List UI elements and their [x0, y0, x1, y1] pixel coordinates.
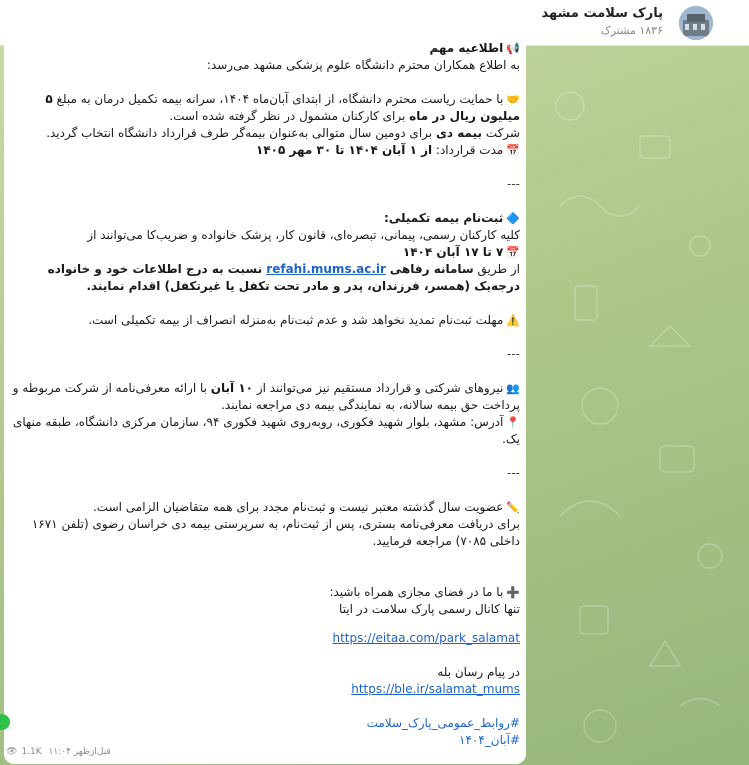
intro-text: به اطلاع همکاران محترم دانشگاه علوم پزشکی مشهد می‌رسد: [206, 58, 520, 72]
separator-3: --- [507, 466, 520, 480]
official-channel: تنها کانال رسمی پارک سلامت در ایتا [339, 602, 520, 616]
plus-icon: ➕ [506, 586, 520, 599]
hashtag-public-relations[interactable]: #روابط_عمومی_پارک_سلامت [366, 716, 520, 730]
membership-note: ✏️عضویت سال گذشته معتبر نیست و ثبت‌نام مجدد برای همه متقاضیان الزامی است. [92, 500, 520, 514]
hashtag-aban[interactable]: #آبان_۱۴۰۴ [459, 733, 520, 747]
registration-eligible: کلیه کارکنان رسمی، پیمانی، تبصره‌ای، قانون کار، پزشک خانواده و ضریب‌کا می‌توانند از [87, 228, 520, 242]
announcement-title-line: 📢اطلاعیه مهم [429, 41, 520, 55]
pencil-icon: ✏️ [506, 501, 520, 514]
paragraph-coverage: 🤝با حمایت ریاست محترم دانشگاه، از ابتدای آبان‌ماه ۱۴۰۴، سرانه بیمه تکمیل درمان به مبلغ ۵ میلیون ریال در ماه برای کارکنان مشمول در نظر گرفته شده است. [45, 92, 520, 123]
message-time: ۱۱:۰۴ قبل‌ازظهر [48, 747, 111, 757]
warning-icon: ⚠️ [506, 314, 520, 327]
follow-us: ➕با ما در فضای مجازی همراه باشید: [329, 585, 520, 599]
registration-title: 🔷ثبت‌نام بیمه تکمیلی: [384, 211, 520, 225]
registration-method: از طریق سامانه رفاهی refahi.mums.ac.ir نسبت به درج اطلاعات خود و خانواده درجه‌یک (همسر، فرزندان، پدر و مادر تحت تکفل یا غیرتکفل) اقدام نمایند. [47, 262, 520, 293]
megaphone-icon: 📢 [506, 42, 520, 55]
separator-1: --- [507, 177, 520, 191]
address: 📍آدرس: مشهد، بلوار شهید فکوری، روبه‌روی شهید فکوری ۹۴، سازمان مرکزی دانشگاه، طبقه منهای یک. [12, 415, 520, 446]
message-bubble[interactable] [4, 40, 526, 764]
refahi-link[interactable]: refahi.mums.ac.ir [266, 262, 386, 276]
hospital-letter-note: برای دریافت معرفی‌نامه بستری، پس از ثبت‌نام، به سرپرستی بیمه دی خراسان رضوی (تلفن ۱۶۷۱ داخلی ۷۰۸۵) مراجعه فرمایید. [31, 517, 520, 548]
diamond-icon: 🔷 [506, 212, 520, 225]
calendar-icon: 📅 [506, 246, 520, 259]
channel-avatar[interactable] [679, 6, 713, 40]
contractor-staff: 👥نیروهای شرکتی و قرارداد مستقیم نیز می‌توانند از ۱۰ آبان با ارائه معرفی‌نامه از شرکت مربوطه و پرداخت حق بیمه سالانه، به نمایندگی بیمه دی مراجعه نمایند. [12, 381, 520, 412]
people-icon: 👥 [506, 382, 520, 395]
subscriber-count: ۱۸۳۶ مشترک [600, 24, 663, 37]
separator-2: --- [507, 347, 520, 361]
view-count: 1.1K [21, 747, 42, 757]
eye-icon: 👁 [6, 747, 18, 757]
channel-title: پارک سلامت مشهد [541, 6, 663, 21]
pin-icon: 📍 [506, 416, 520, 429]
bale-label: در پیام رسان بله [437, 665, 520, 679]
bale-link[interactable]: https://ble.ir/salamat_mums [351, 682, 520, 696]
deadline-warning: ⚠️مهلت ثبت‌نام تمدید نخواهد شد و عدم ثبت‌نام به‌منزله انصراف از بیمه تکمیلی است. [88, 313, 520, 327]
contract-duration: 📅مدت قرارداد: از ۱ آبان ۱۴۰۴ تا ۳۰ مهر ۱۴۰۵ [256, 143, 520, 157]
calendar-icon: 📅 [506, 144, 520, 157]
eitaa-link[interactable]: https://eitaa.com/park_salamat [332, 631, 520, 645]
paragraph-insurer: شرکت بیمه دی برای دومین سال متوالی به‌عنوان بیمه‌گر طرف قرارداد دانشگاه انتخاب گردید. [46, 126, 520, 140]
handshake-icon: 🤝 [506, 93, 520, 106]
registration-dates: 📅۷ تا ۱۷ آبان ۱۴۰۴ [402, 245, 520, 259]
message-meta [6, 747, 115, 757]
